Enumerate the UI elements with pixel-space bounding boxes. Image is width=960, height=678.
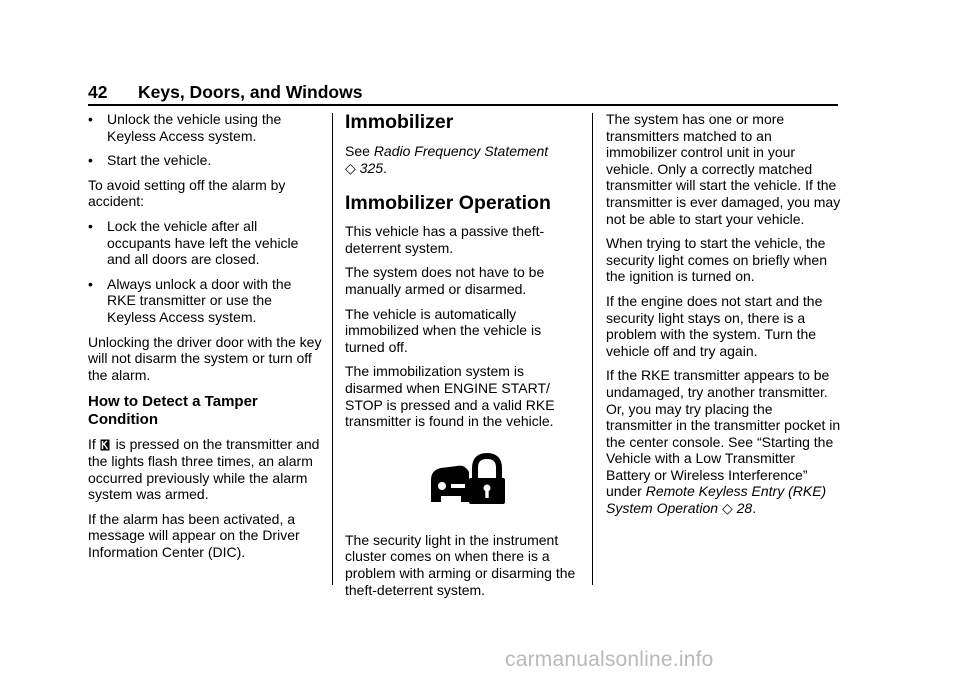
column-divider-2 [592,113,593,585]
see-reference: See Radio Frequency Statement ◇ 325. [345,143,549,176]
heading-immobilizer: Immobilizer [345,111,454,133]
column-1 [88,111,323,568]
text-suffix: is pressed on the transmitter and the lights flash three times, an alarm occurred previously while the alarm system was armed. [88,436,320,503]
remote-start-icon [100,439,110,451]
bullet-glyph: • [88,275,93,292]
paragraph: If the alarm has been activated, a message will appear on the Driver Information Center (DIC). [88,510,300,560]
paragraph: The immobilization system is disarmed when ENGINE START/ STOP is pressed and a valid RKE transmitter is found in the vehicle. [345,363,555,430]
cross-ref-icon: ◇ [345,159,356,176]
list-item [88,111,323,144]
see-prefix: See [345,143,370,159]
list-item-text: Always unlock a door with the RKE transmitter or use the Keyless Access system. [107,275,292,325]
paragraph: The system has one or more transmitters matched to an immobilizer control unit in your vehicle. Only a correctly matched transmitter will start the vehicle. If the transmitter is ever damaged, you may not be able to start your vehicle. [606,111,841,227]
text-prefix: If [88,436,96,453]
watermark: carmanualsonline.info [505,648,714,671]
paragraph-text: If the RKE transmitter appears to be undamaged, try another transmitter. Or, you may try placing the transmitter in the transmitter pocket in the center console. See “Starting the Vehicle with a Low Transmitter Battery or Wireless Interference” under [606,367,841,500]
section-heading: How to Detect a Tamper Condition [88,393,258,429]
list-item [88,276,323,326]
bullet-glyph: • [88,152,93,169]
bullet-glyph: • [88,217,93,234]
paragraph: When trying to start the vehicle, the security light comes on briefly when the ignition is turned on. [606,235,827,285]
rke-link[interactable]: Remote Keyless Entry (RKE) System Operation [606,483,827,517]
list-item-text: Start the vehicle. [107,152,212,169]
paragraph: The security light in the instrument cluster comes on when there is a problem with arming or disarming the theft-deterrent system. [345,531,576,598]
paragraph: This vehicle has a passive theft-deterrent system. [345,223,545,256]
see-link[interactable]: Radio Frequency Statement [373,143,549,159]
rke-page[interactable]: 28 [736,500,753,517]
list-item [88,218,323,268]
paragraph: If the engine does not start and the security light stays on, there is a problem with the system. Turn the vehicle off and try again. [606,292,823,359]
section-title: Keys, Doors, and Windows [138,82,363,102]
page-number: 42 [88,82,108,102]
cross-ref-icon: ◇ [721,500,733,517]
paragraph: To avoid setting off the alarm by accident: [88,176,286,210]
paragraph: The system does not have to be manually armed or disarmed. [345,264,545,297]
security-light-figure [345,438,577,522]
list-item-text: Lock the vehicle after all occupants have left the vehicle and all doors are closed. [107,217,299,268]
column-2 [345,111,577,606]
column-divider-1 [332,113,333,585]
period: . [752,500,757,517]
paragraph [88,436,323,502]
list-item [88,152,323,169]
paragraph [606,367,841,516]
paragraph: The vehicle is automatically immobilized when the vehicle is turned off. [345,305,542,355]
page-header [88,82,362,103]
paragraph: Unlocking the driver door with the key will not disarm the system or turn off the alarm. [88,333,322,383]
list-item-text: Unlock the vehicle using the Keyless Access system. [107,111,282,144]
column-3 [606,111,841,525]
header-rule [88,104,838,106]
see-page[interactable]: 325 [359,159,384,176]
heading-immobilizer-operation: Immobilizer Operation [345,192,551,215]
security-light-icon [345,438,577,522]
bullet-glyph: • [88,111,93,127]
